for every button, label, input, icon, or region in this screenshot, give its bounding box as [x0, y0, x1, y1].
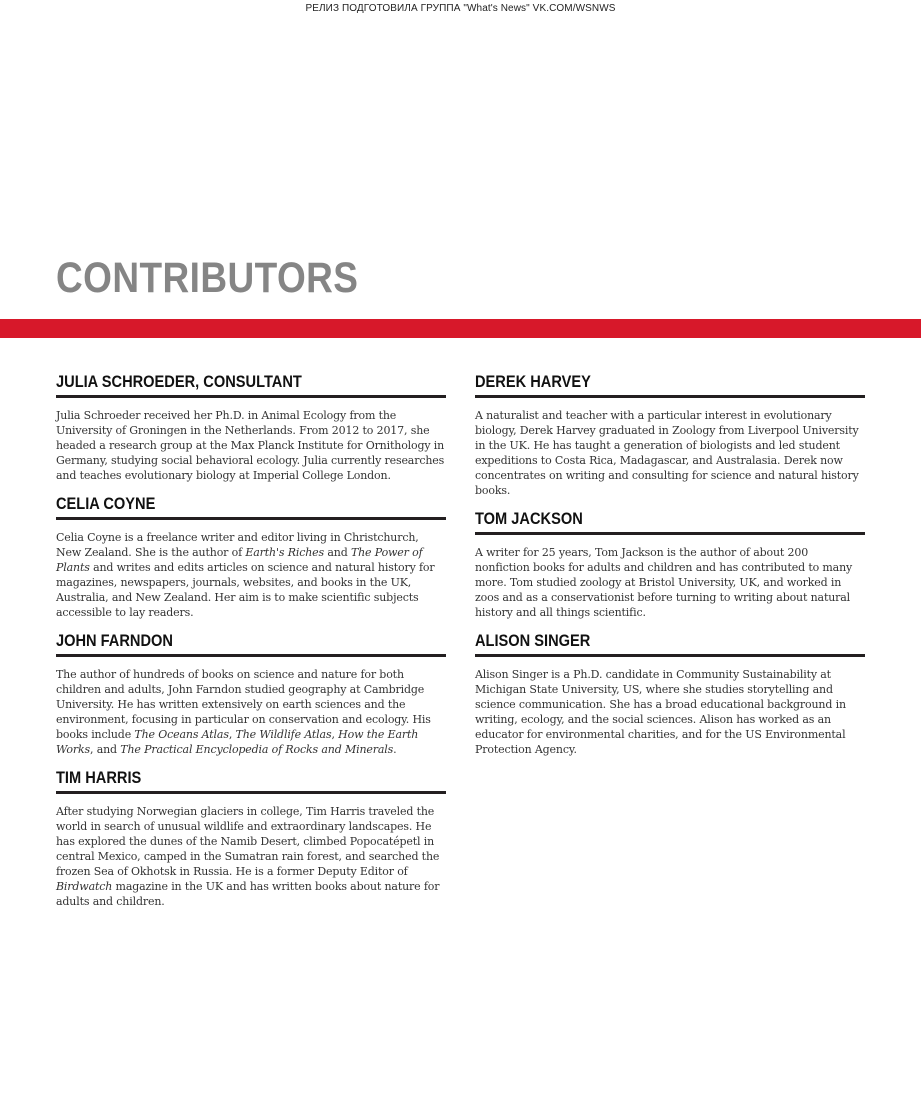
contributor-name: DEREK HARVEY [475, 372, 591, 391]
bio-text: A naturalist and teacher with a particular interest in evolutionary biology, Derek Harvey graduated in Zoology from Liverpool University in the UK. He has taught a generation of biologists and led student expeditions to Costa Rica, Madagascar, and Australasia. Derek now concentrates on writing and consulting for science and natural history books. [475, 409, 859, 497]
work-title: The Power of Plants [56, 546, 423, 574]
work-title: The Practical Encyclopedia of Rocks and Minerals [120, 743, 394, 756]
contributor-bio [56, 408, 446, 483]
bio-text: The author of hundreds of books on science and nature for both children and adults, John Farndon studied geography at Cambridge University. He has written extensively on earth sciences and the environment, focusing in particular on conservation and ecology. His books include [56, 668, 431, 741]
bio-text: Julia Schroeder received her Ph.D. in Animal Ecology from the University of Groningen in the Netherlands. From 2012 to 2017, she headed a research group at the Max Planck Institute for Ornithology in Germany, studying social behavioral ecology. Julia currently researches and teaches evolutionary biology at Imperial College London. [56, 409, 445, 482]
bio-text: A writer for 25 years, Tom Jackson is the author of about 200 nonfiction books for adults and children and has contributed to many more. Tom studied zoology at Bristol University, UK, and worked in zoos and as a conservationist before turning to writing about natural history and all things scientific. [475, 546, 853, 619]
contributor-name: ALISON SINGER [475, 631, 591, 650]
contributor-bio [475, 408, 865, 498]
work-title: The Oceans Atlas [134, 728, 229, 741]
bio-text: and [324, 546, 351, 559]
heading-rule [475, 654, 865, 657]
contributor-julia-schroeder [56, 371, 446, 483]
accent-band [0, 319, 921, 338]
contributor-tom-jackson [475, 508, 865, 620]
heading-rule [56, 395, 446, 398]
bio-text: . [393, 743, 397, 756]
contributor-name: TIM HARRIS [56, 768, 142, 787]
contributor-bio [475, 545, 865, 620]
contributor-bio [56, 667, 446, 757]
contributor-john-farndon [56, 630, 446, 757]
contributor-bio [56, 530, 446, 620]
contributors-column-left [56, 371, 446, 919]
bio-text: , and [90, 743, 121, 756]
bio-text: Alison Singer is a Ph.D. candidate in Community Sustainability at Michigan State University, US, where she studies storytelling and science communication. She has a broad educational background in writing, ecology, and the social sciences. Alison has worked as an educator for environmental charities, and for the US Environmental Protection Agency. [475, 668, 846, 756]
work-title: Birdwatch [56, 880, 113, 893]
contributor-name: CELIA COYNE [56, 494, 156, 513]
heading-rule [475, 395, 865, 398]
contributors-column-right [475, 371, 865, 767]
heading-rule [56, 791, 446, 794]
bio-text: , [228, 728, 236, 741]
page-title: CONTRIBUTORS [56, 254, 359, 302]
contributor-name: TOM JACKSON [475, 509, 583, 528]
contributor-bio [475, 667, 865, 757]
heading-rule [56, 654, 446, 657]
release-banner: РЕЛИЗ ПОДГОТОВИЛА ГРУППА "What's News" VK.COM/WSNWS [305, 3, 616, 14]
bio-text: After studying Norwegian glaciers in college, Tim Harris traveled the world in search of unusual wildlife and extraordinary landscapes. He has explored the dunes of the Namib Desert, climbed Popocatépetl in central Mexico, camped in the Sumatran rain forest, and searched the frozen Sea of Okhotsk in Russia. He is a former Deputy Editor of [56, 805, 440, 878]
contributor-tim-harris [56, 767, 446, 909]
bio-text: , [331, 728, 339, 741]
contributor-name: JULIA SCHROEDER, CONSULTANT [56, 372, 302, 391]
contributor-bio [56, 804, 446, 909]
contributor-derek-harvey [475, 371, 865, 498]
contributor-alison-singer [475, 630, 865, 757]
heading-rule [56, 517, 446, 520]
bio-text: Celia Coyne is a freelance writer and editor living in Christchurch, New Zealand. She is the author of [56, 531, 419, 559]
contributor-celia-coyne [56, 493, 446, 620]
work-title: Earth's Riches [245, 546, 324, 559]
work-title: The Wildlife Atlas [235, 728, 332, 741]
contributor-name: JOHN FARNDON [56, 631, 173, 650]
heading-rule [475, 532, 865, 535]
bio-text: and writes and edits articles on science and natural history for magazines, newspapers, journals, websites, and books in the UK, Australia, and New Zealand. Her aim is to make scientific subjects accessible to lay readers. [56, 561, 435, 619]
work-title: How the Earth Works [56, 728, 419, 756]
bio-text: magazine in the UK and has written books about nature for adults and children. [56, 880, 440, 908]
